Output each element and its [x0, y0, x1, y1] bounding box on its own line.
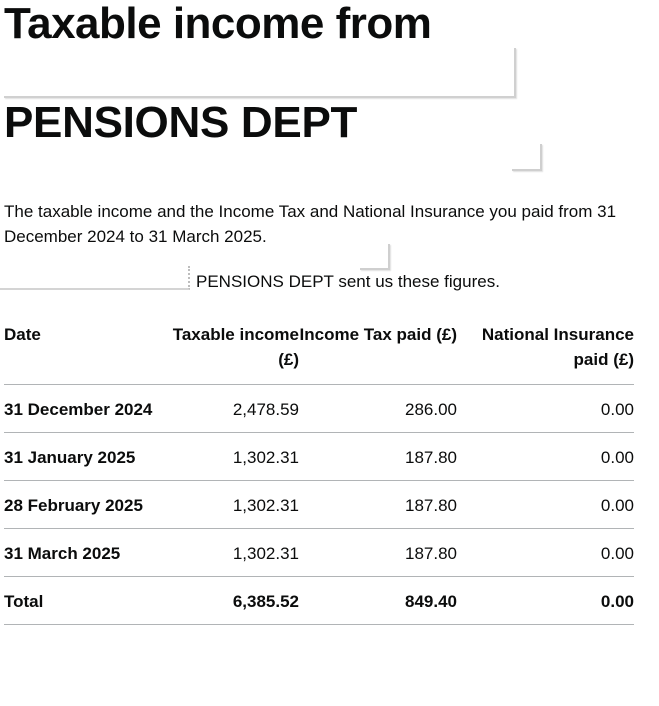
row-national-insurance-paid: 0.00 — [457, 385, 634, 433]
row-date: 31 March 2025 — [4, 529, 154, 577]
row-taxable-income: 2,478.59 — [154, 385, 299, 433]
taxable-income-table — [4, 322, 634, 625]
source-text: PENSIONS DEPT sent us these figures. — [196, 272, 500, 291]
redacted-field — [512, 144, 542, 171]
header-taxable-income: Taxable income (£) — [154, 322, 299, 385]
table-row — [4, 529, 634, 577]
row-taxable-income: 1,302.31 — [154, 481, 299, 529]
header-date: Date — [4, 322, 154, 385]
row-national-insurance-paid: 0.00 — [457, 433, 634, 481]
redacted-field — [0, 266, 190, 290]
row-taxable-income: 1,302.31 — [154, 529, 299, 577]
table-row — [4, 433, 634, 481]
total-national-insurance-paid: 0.00 — [457, 577, 634, 625]
table-row — [4, 481, 634, 529]
intro-text: The taxable income and the Income Tax and National Insurance you paid from 31 December 2024 to 31 March 2025. — [4, 202, 617, 246]
header-national-insurance-paid: National Insurance paid (£) — [457, 322, 634, 385]
total-row — [4, 577, 634, 625]
employer-name-heading: PENSIONS DEPT — [4, 98, 358, 147]
row-taxable-income: 1,302.31 — [154, 433, 299, 481]
row-date: 31 December 2024 — [4, 385, 154, 433]
page-title: Taxable income from — [4, 0, 432, 48]
row-national-insurance-paid: 0.00 — [457, 529, 634, 577]
row-national-insurance-paid: 0.00 — [457, 481, 634, 529]
header-income-tax-paid: Income Tax paid (£) — [299, 322, 457, 385]
total-label: Total — [4, 577, 154, 625]
row-date: 31 January 2025 — [4, 433, 154, 481]
row-income-tax-paid: 286.00 — [299, 385, 457, 433]
table-header-row — [4, 322, 634, 385]
redacted-field — [360, 244, 390, 270]
total-taxable-income: 6,385.52 — [154, 577, 299, 625]
total-income-tax-paid: 849.40 — [299, 577, 457, 625]
row-income-tax-paid: 187.80 — [299, 481, 457, 529]
row-date: 28 February 2025 — [4, 481, 154, 529]
table-row — [4, 385, 634, 433]
redacted-field — [4, 48, 516, 98]
row-income-tax-paid: 187.80 — [299, 529, 457, 577]
row-income-tax-paid: 187.80 — [299, 433, 457, 481]
